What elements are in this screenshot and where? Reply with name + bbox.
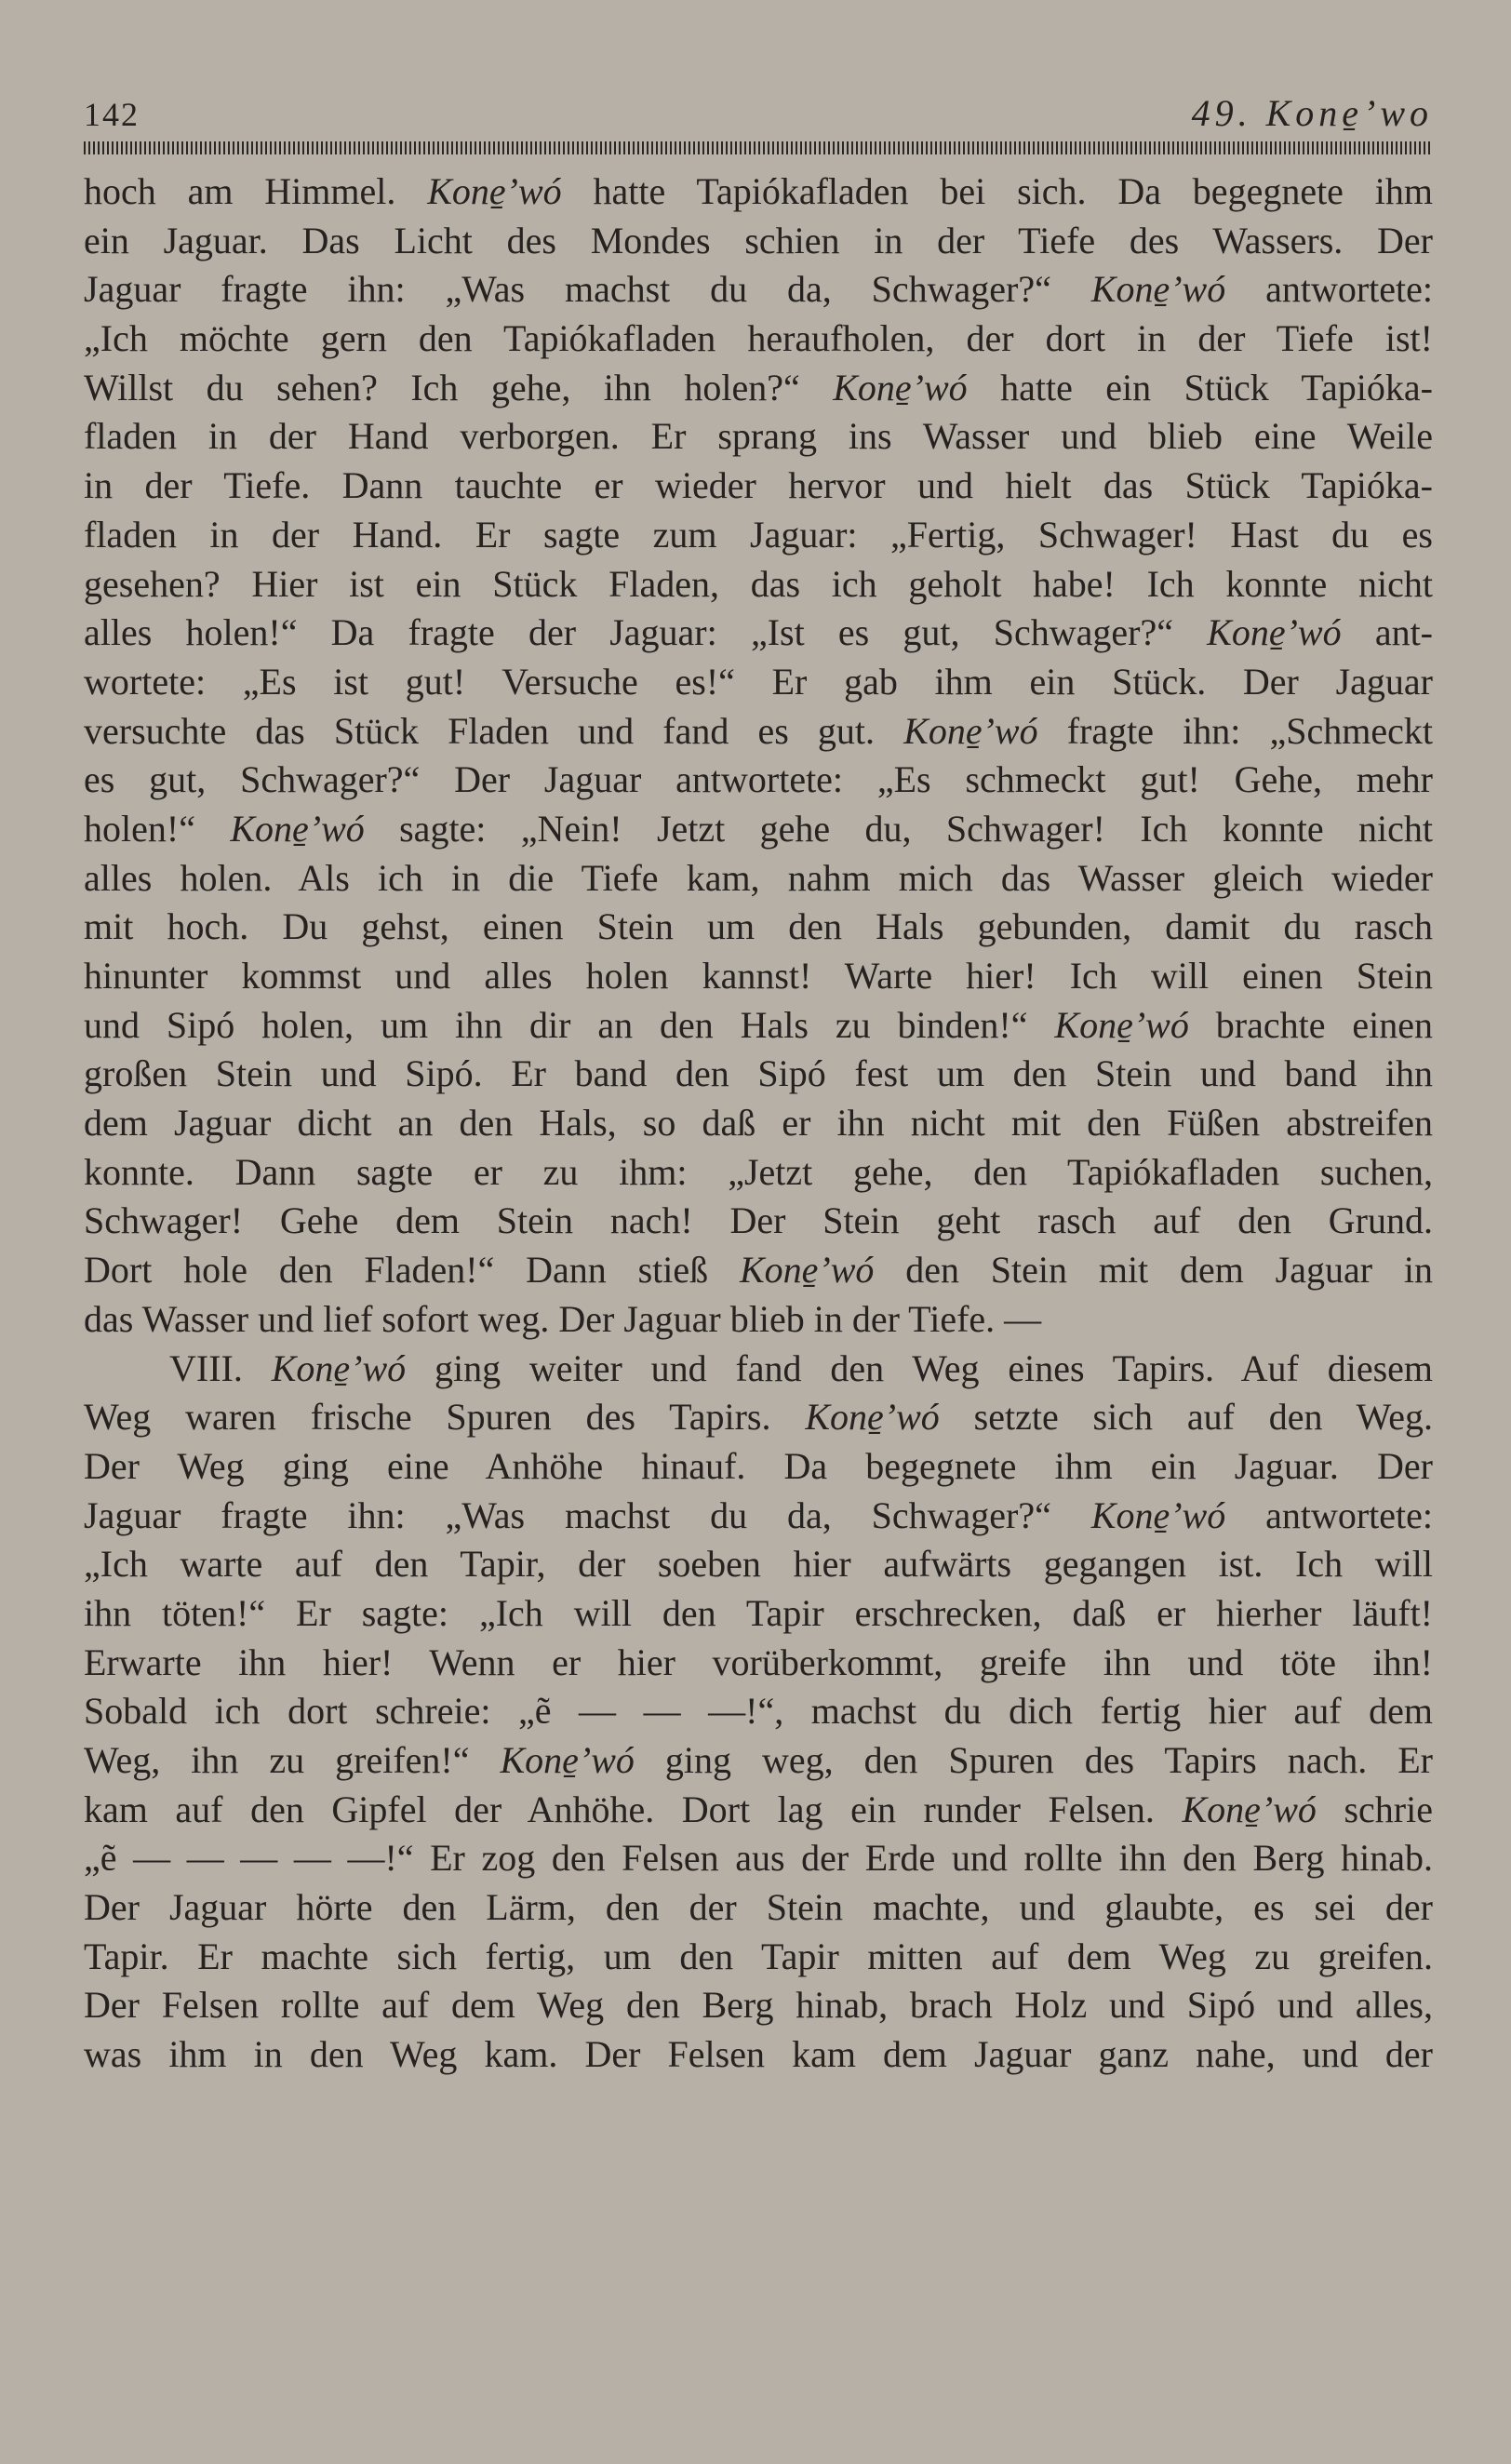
text-segment: hoch am Himmel. xyxy=(84,170,428,212)
text-segment: sagte: „Nein! Jetzt gehe du, Schwager! Ich konnte nicht xyxy=(364,807,1433,850)
text-segment: hatte ein Stück Tapióka- xyxy=(967,366,1433,408)
text-segment: alles holen!“ Da fragte der Jaguar: „Ist es gut, Schwager?“ xyxy=(84,611,1208,654)
text-segment: holen!“ xyxy=(84,807,231,850)
text-segment: Jaguar fragte ihn: „Was machst du da, Schwager?“ xyxy=(84,1493,1091,1536)
text-segment: konnte. Dann sagte er zu ihm: „Jetzt gehe, den Tapiókafladen suchen, xyxy=(84,1150,1433,1193)
text-segment: Willst du sehen? Ich gehe, ihn holen?“ xyxy=(84,366,834,408)
text-segment: es gut, Schwager?“ Der Jaguar antwortete: „Es schmeckt gut! Gehe, mehr xyxy=(84,758,1433,801)
text-segment: Der Jaguar hörte den Lärm, den der Stein machte, und glaubte, es sei der xyxy=(84,1886,1433,1929)
text-line xyxy=(84,1099,1433,1148)
text-segment: Sobald ich dort schreie: „ẽ — — —!“, machst du dich fertig hier auf dem xyxy=(84,1690,1433,1733)
text-segment: und Sipó holen, um ihn dir an den Hals zu binden!“ xyxy=(84,1003,1055,1046)
text-line xyxy=(84,217,1433,266)
text-line xyxy=(84,1001,1433,1051)
text-segment: setzte sich auf den Weg. xyxy=(939,1396,1433,1439)
text-segment: hatte Tapiókafladen bei sich. Da begegnete ihm xyxy=(561,170,1433,212)
italic-name: Kone̱’wó xyxy=(1090,1493,1226,1536)
text-segment: Der Weg ging eine Anhöhe hinauf. Da begegnete ihm ein Jaguar. Der xyxy=(84,1444,1433,1487)
text-segment: gesehen? Hier ist ein Stück Fladen, das ich geholt habe! Ich konnte nicht xyxy=(84,562,1433,605)
text-line xyxy=(84,1981,1433,2030)
page-header xyxy=(84,92,1433,141)
text-line xyxy=(84,560,1433,609)
text-line xyxy=(84,1197,1433,1246)
text-segment: Dort hole den Fladen!“ Dann stieß xyxy=(84,1249,740,1292)
text-line xyxy=(84,805,1433,854)
text-line xyxy=(84,511,1433,560)
text-segment: Weg, ihn zu greifen!“ xyxy=(84,1739,501,1781)
text-line xyxy=(84,952,1433,1001)
header-rule xyxy=(84,141,1433,154)
text-segment: Jaguar fragte ihn: „Was machst du da, Schwager?“ xyxy=(84,268,1091,311)
text-line xyxy=(84,412,1433,462)
page-number: 142 xyxy=(84,96,140,133)
text-segment: Der Felsen rollte auf dem Weg den Berg hinab, brach Holz und Sipó und alles, xyxy=(84,1984,1433,2027)
text-line xyxy=(84,315,1433,364)
text-segment: ging weg, den Spuren des Tapirs nach. Er xyxy=(634,1739,1433,1781)
text-line xyxy=(84,364,1433,413)
italic-name: Kone̱’wó xyxy=(1090,268,1226,311)
italic-name: Kone̱’wó xyxy=(1182,1788,1317,1830)
text-segment: Schwager! Gehe dem Stein nach! Der Stein geht rasch auf den Grund. xyxy=(84,1199,1433,1242)
text-segment: Tapir. Er machte sich fertig, um den Tapir mitten auf dem Weg zu greifen. xyxy=(84,1935,1433,1977)
text-line xyxy=(84,2030,1433,2080)
text-segment: fladen in der Hand verborgen. Er sprang ins Wasser und blieb eine Weile xyxy=(84,415,1433,458)
italic-name: Kone̱’wó xyxy=(1054,1003,1189,1046)
text-segment: schrie xyxy=(1316,1788,1433,1830)
text-segment: ging weiter und fand den Weg eines Tapirs. Auf diesem xyxy=(406,1346,1434,1389)
text-line xyxy=(84,707,1433,757)
text-segment: ant- xyxy=(1341,611,1433,654)
text-line xyxy=(84,1393,1433,1442)
text-line xyxy=(84,1786,1433,1835)
text-line xyxy=(84,462,1433,511)
text-line xyxy=(84,1687,1433,1736)
italic-name: Kone̱’wó xyxy=(500,1739,635,1781)
text-segment: fragte ihn: „Schmeckt xyxy=(1037,709,1433,752)
italic-name: Kone̱’wó xyxy=(903,709,1038,752)
text-line xyxy=(84,1933,1433,1982)
text-line xyxy=(84,1589,1433,1639)
text-segment: antwortete: xyxy=(1225,268,1433,311)
text-segment: antwortete: xyxy=(1225,1493,1433,1536)
text-line xyxy=(84,756,1433,805)
text-segment: großen Stein und Sipó. Er band den Sipó fest um den Stein und band ihn xyxy=(84,1052,1433,1095)
running-title: 49. Kone̱’wo xyxy=(1191,92,1433,134)
text-segment: den Stein mit dem Jaguar in xyxy=(874,1249,1433,1292)
italic-name: Kone̱’wó xyxy=(230,807,365,850)
text-segment: versuchte das Stück Fladen und fand es gut. xyxy=(84,709,904,752)
text-line xyxy=(84,1345,1433,1394)
text-segment: wortete: „Es ist gut! Versuche es!“ Er gab ihm ein Stück. Der Jaguar xyxy=(84,660,1433,703)
text-body xyxy=(84,167,1433,2080)
text-segment: „ẽ — — — — —!“ Er zog den Felsen aus der Erde und rollte ihn den Berg hinab. xyxy=(84,1837,1433,1880)
text-line xyxy=(84,903,1433,952)
text-line xyxy=(84,658,1433,707)
italic-name: Kone̱’wó xyxy=(805,1396,940,1439)
text-segment: hinunter kommst und alles holen kannst! Warte hier! Ich will einen Stein xyxy=(84,955,1433,997)
text-line xyxy=(84,1050,1433,1099)
text-line xyxy=(84,1883,1433,1933)
text-segment: „Ich möchte gern den Tapiókafladen heraufholen, der dort in der Tiefe ist! xyxy=(84,317,1433,360)
text-line xyxy=(84,1148,1433,1198)
italic-name: Kone̱’wó xyxy=(833,366,968,408)
text-line xyxy=(84,1246,1433,1295)
italic-name: Kone̱’wó xyxy=(1207,611,1342,654)
text-segment: alles holen. Als ich in die Tiefe kam, nahm mich das Wasser gleich wieder xyxy=(84,856,1433,899)
text-line xyxy=(84,1442,1433,1492)
text-segment: brachte einen xyxy=(1188,1003,1433,1046)
text-segment: „Ich warte auf den Tapir, der soeben hier aufwärts gegangen ist. Ich will xyxy=(84,1543,1433,1586)
text-segment: Erwarte ihn hier! Wenn er hier vorüberkommt, greife ihn und töte ihn! xyxy=(84,1640,1433,1683)
text-line xyxy=(84,167,1433,217)
text-segment: das Wasser und lief sofort weg. Der Jaguar blieb in der Tiefe. — xyxy=(84,1297,1042,1340)
text-segment: VIII. xyxy=(169,1346,272,1389)
text-line xyxy=(84,1736,1433,1786)
italic-name: Kone̱’wó xyxy=(739,1249,875,1292)
text-line xyxy=(84,1492,1433,1541)
italic-name: Kone̱’wó xyxy=(427,170,562,212)
text-segment: Weg waren frische Spuren des Tapirs. xyxy=(84,1396,806,1439)
text-segment: dem Jaguar dicht an den Hals, so daß er ihn nicht mit den Füßen abstreifen xyxy=(84,1102,1433,1145)
text-line xyxy=(84,265,1433,315)
text-segment: kam auf den Gipfel der Anhöhe. Dort lag ein runder Felsen. xyxy=(84,1788,1183,1830)
text-segment: fladen in der Hand. Er sagte zum Jaguar: „Fertig, Schwager! Hast du es xyxy=(84,513,1433,556)
text-segment: was ihm in den Weg kam. Der Felsen kam dem Jaguar ganz nahe, und der xyxy=(84,2033,1433,2076)
text-line xyxy=(84,1834,1433,1883)
text-segment: ein Jaguar. Das Licht des Mondes schien in der Tiefe des Wassers. Der xyxy=(84,219,1433,261)
text-line xyxy=(84,1540,1433,1589)
text-line xyxy=(84,1639,1433,1688)
text-line xyxy=(84,854,1433,904)
text-segment: ihn töten!“ Er sagte: „Ich will den Tapir erschrecken, daß er hierher läuft! xyxy=(84,1591,1433,1634)
italic-name: Kone̱’wó xyxy=(271,1346,407,1389)
text-line xyxy=(84,1295,1433,1345)
text-segment: mit hoch. Du gehst, einen Stein um den Hals gebunden, damit du rasch xyxy=(84,905,1433,948)
text-line xyxy=(84,609,1433,658)
text-segment: in der Tiefe. Dann tauchte er wieder hervor und hielt das Stück Tapióka- xyxy=(84,464,1433,507)
